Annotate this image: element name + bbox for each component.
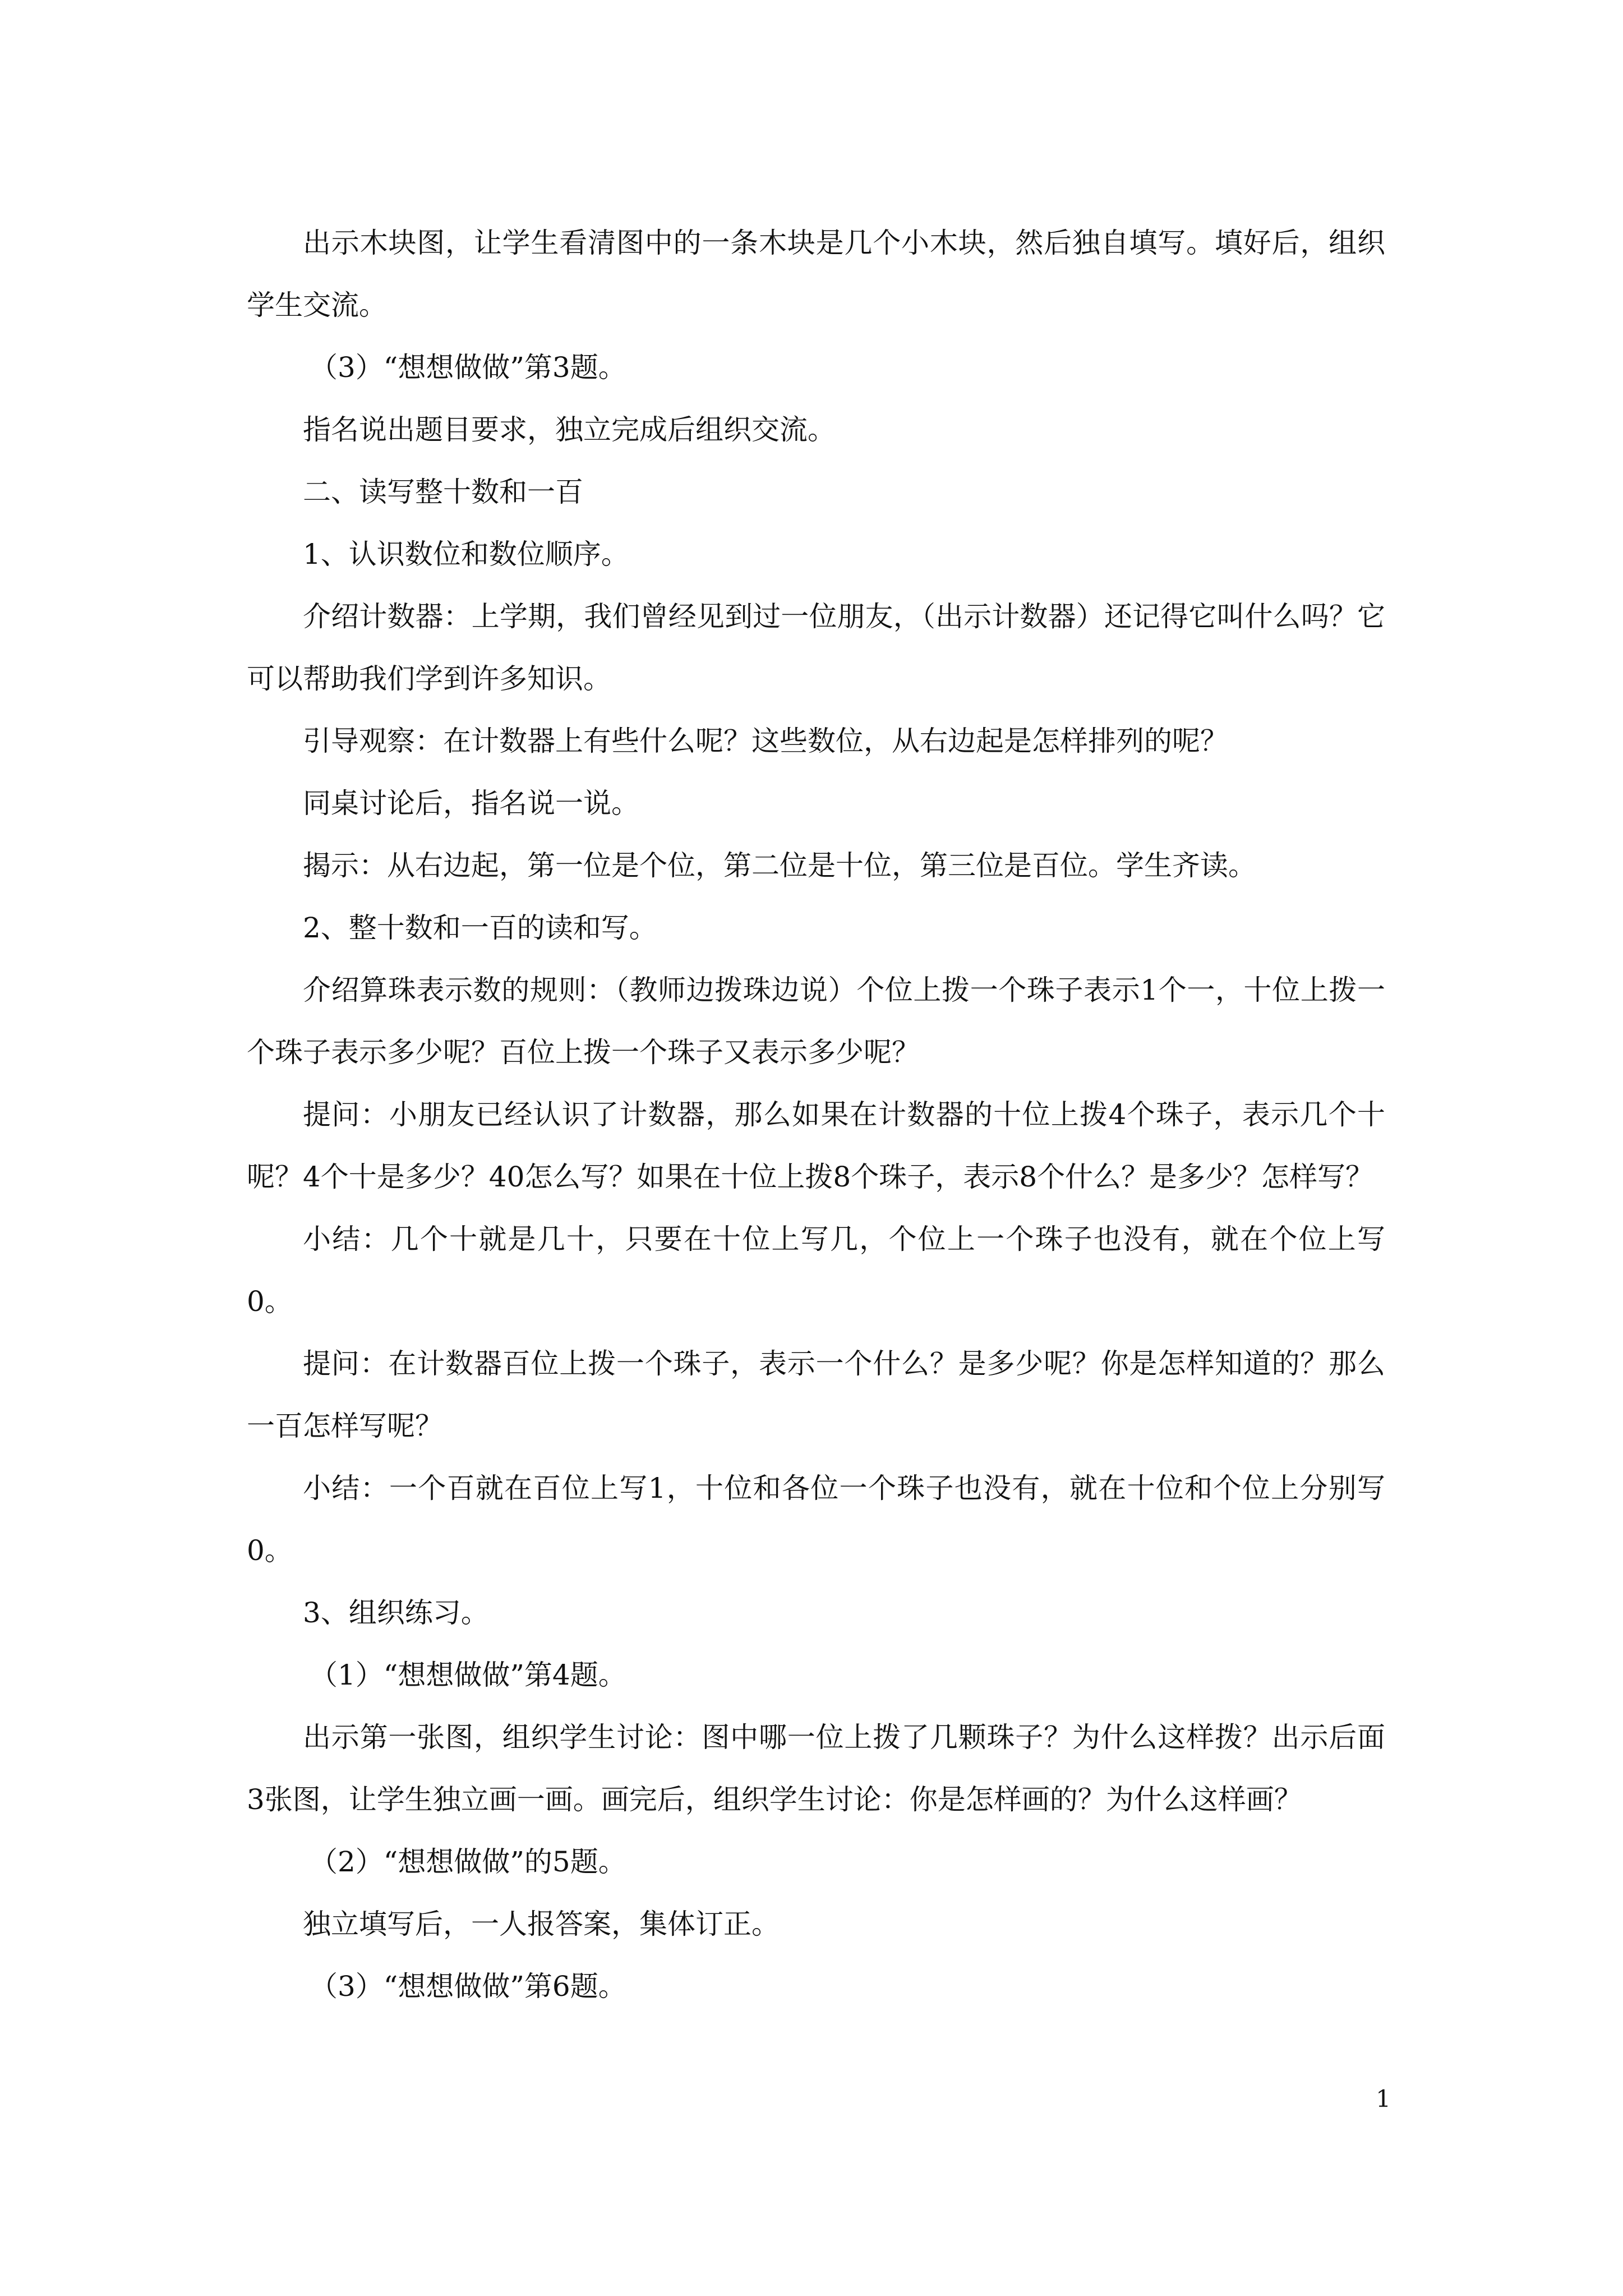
exercise-heading: （3）“想想做做”第6题。 bbox=[310, 1970, 626, 2003]
paragraph: 提问：在计数器百位上拨一个珠子，表示一个什么？是多少呢？你是怎样知道的？那么一百怎样写呢？ bbox=[247, 1347, 1385, 1442]
paragraph: 独立填写后，一人报答案，集体订正。 bbox=[303, 1908, 780, 1940]
page-number: 1 bbox=[1376, 2085, 1391, 2113]
page-body bbox=[247, 212, 1385, 2018]
exercise-heading: （3）“想想做做”第3题。 bbox=[310, 351, 626, 384]
paragraph: 指名说出题目要求，独立完成后组织交流。 bbox=[303, 413, 836, 446]
subsection-heading: 3、组织练习。 bbox=[303, 1596, 489, 1629]
exercise-heading: （2）“想想做做”的5题。 bbox=[310, 1846, 626, 1878]
paragraph: 小结：一个百就在百位上写1，十位和各位一个珠子也没有，就在十位和个位上分别写0。 bbox=[247, 1472, 1385, 1567]
paragraph: 介绍算珠表示数的规则：（教师边拨珠边说）个位上拨一个珠子表示1个一，十位上拨一个珠子表示多少呢？百位上拨一个珠子又表示多少呢？ bbox=[247, 974, 1385, 1069]
section-heading: 二、读写整十数和一百 bbox=[303, 476, 583, 508]
subsection-heading: 1、认识数位和数位顺序。 bbox=[303, 538, 629, 570]
paragraph: 引导观察：在计数器上有些什么呢？这些数位，从右边起是怎样排列的呢？ bbox=[303, 725, 1228, 757]
paragraph: 小结：几个十就是几十，只要在十位上写几，个位上一个珠子也没有，就在个位上写0。 bbox=[247, 1223, 1385, 1318]
paragraph: 同桌讨论后，指名说一说。 bbox=[303, 787, 639, 820]
exercise-heading: （1）“想想做做”第4题。 bbox=[310, 1659, 626, 1691]
subsection-heading: 2、整十数和一百的读和写。 bbox=[303, 912, 657, 944]
paragraph: 揭示：从右边起，第一位是个位，第二位是十位，第三位是百位。学生齐读。 bbox=[303, 849, 1256, 882]
paragraph: 介绍计数器：上学期，我们曾经见到过一位朋友，（出示计数器）还记得它叫什么吗？它可以帮助我们学到许多知识。 bbox=[247, 600, 1385, 695]
paragraph: 出示木块图，让学生看清图中的一条木块是几个小木块，然后独自填写。填好后，组织学生交流。 bbox=[247, 227, 1385, 321]
paragraph: 提问：小朋友已经认识了计数器，那么如果在计数器的十位上拨4个珠子，表示几个十呢？4个十是多少？40怎么写？如果在十位上拨8个珠子，表示8个什么？是多少？怎样写？ bbox=[247, 1098, 1385, 1193]
paragraph: 出示第一张图，组织学生讨论：图中哪一位上拨了几颗珠子？为什么这样拨？出示后面3张图，让学生独立画一画。画完后，组织学生讨论：你是怎样画的？为什么这样画？ bbox=[247, 1721, 1385, 1816]
